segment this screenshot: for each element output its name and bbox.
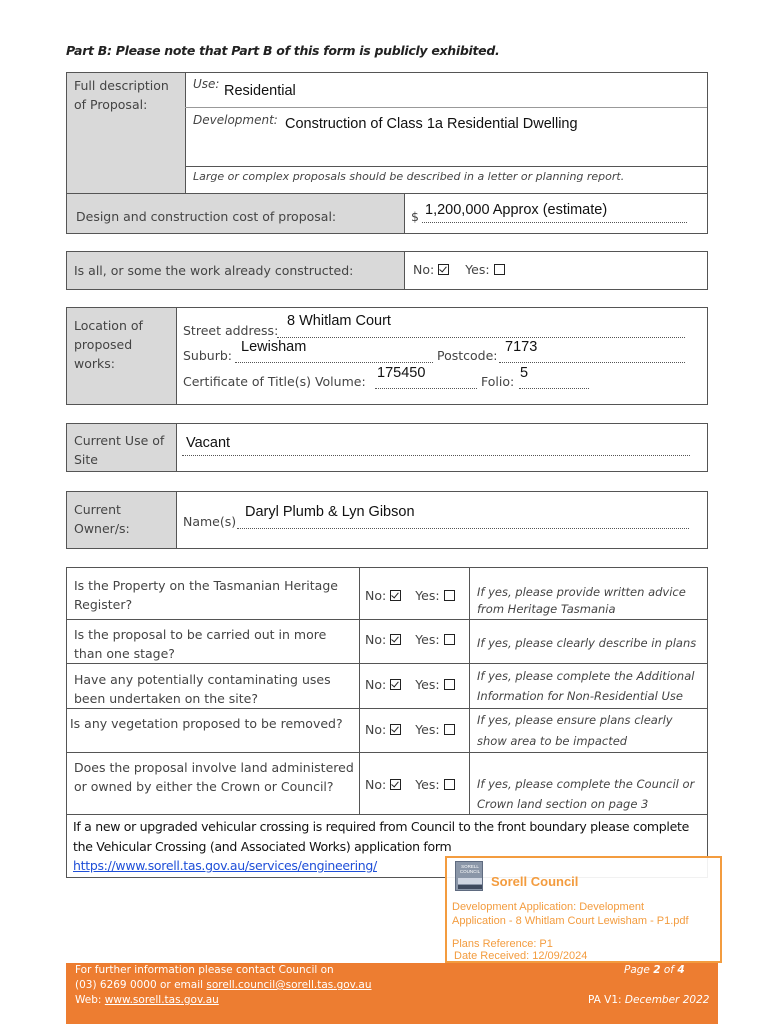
vegetation-yes-label: Yes: bbox=[415, 722, 440, 737]
footer-email-link[interactable]: sorell.council@sorell.tas.gov.au bbox=[206, 979, 372, 991]
stamp-line1: Development Application: Development bbox=[452, 901, 645, 913]
heritage-no-label: No: bbox=[365, 588, 387, 603]
vegetation-no-checkbox[interactable] bbox=[390, 724, 401, 735]
cost-value[interactable]: 1,200,000 Approx (estimate) bbox=[425, 202, 608, 218]
stage-no-label: No: bbox=[365, 632, 387, 647]
stage-no-checkbox[interactable] bbox=[390, 634, 401, 645]
constructed-label: Is all, or some the work already constructed: bbox=[74, 263, 354, 278]
footer-version-date: December 2022 bbox=[624, 994, 710, 1006]
question-contamination: Have any potentially contaminating uses been undertaken on the site? bbox=[74, 672, 331, 706]
title-value[interactable]: 175450 bbox=[377, 365, 426, 381]
footer-web-label: Web: bbox=[75, 994, 105, 1006]
heritage-no-checkbox[interactable] bbox=[390, 590, 401, 601]
question-crown-land: Does the proposal involve land administered or owned by either the Crown or Council? bbox=[74, 760, 354, 794]
postcode-value[interactable]: 7173 bbox=[505, 339, 538, 355]
crossing-link[interactable]: https://www.sorell.tas.gov.au/services/engineering/ bbox=[73, 858, 377, 873]
question-vegetation: Is any vegetation proposed to be removed? bbox=[70, 716, 343, 731]
contamination-no-checkbox[interactable] bbox=[390, 679, 401, 690]
owners-label: Current Owner/s: bbox=[74, 502, 130, 536]
street-value[interactable]: 8 Whitlam Court bbox=[287, 313, 391, 329]
crossing-text: If a new or upgraded vehicular crossing is required from Council to the front boundary please complete the Vehicular Crossing (and Associated Works) application form bbox=[73, 819, 689, 854]
council-received-stamp bbox=[445, 856, 722, 963]
crown-no-label: No: bbox=[365, 777, 387, 792]
constructed-no-label: No: bbox=[413, 262, 435, 277]
cost-label: Design and construction cost of proposal: bbox=[76, 209, 337, 224]
cost-currency: $ bbox=[411, 209, 419, 224]
proposal-note: Large or complex proposals should be described in a letter or planning report. bbox=[193, 170, 625, 183]
footer-version-prefix: PA V1: bbox=[588, 994, 625, 1006]
title-label: Certificate of Title(s) Volume: bbox=[183, 374, 366, 389]
stage-yes-checkbox[interactable] bbox=[444, 634, 455, 645]
owners-name-label: Name(s) bbox=[183, 514, 237, 529]
use-value[interactable]: Residential bbox=[224, 83, 296, 99]
footer-phone: (03) 6269 0000 or email bbox=[75, 979, 207, 991]
vegetation-note: If yes, please ensure plans clearly show area to be impacted bbox=[477, 713, 673, 748]
question-heritage: Is the Property on the Tasmanian Heritage Register? bbox=[74, 578, 338, 612]
question-stage: Is the proposal to be carried out in more than one stage? bbox=[74, 627, 327, 661]
suburb-label: Suburb: bbox=[183, 348, 232, 363]
owners-name-value[interactable]: Daryl Plumb & Lyn Gibson bbox=[245, 504, 415, 520]
location-label: Location of proposed works: bbox=[74, 318, 143, 371]
development-value[interactable]: Construction of Class 1a Residential Dwelling bbox=[285, 116, 578, 132]
contamination-yes-checkbox[interactable] bbox=[444, 679, 455, 690]
postcode-label: Postcode: bbox=[437, 348, 498, 363]
page-footer bbox=[66, 963, 718, 1024]
footer-contact-line: For further information please contact Council on bbox=[75, 964, 334, 976]
contamination-yes-label: Yes: bbox=[415, 677, 440, 692]
logo-text: SORELL COUNCIL bbox=[459, 864, 481, 874]
crown-yes-checkbox[interactable] bbox=[444, 779, 455, 790]
footer-page-number: 2 bbox=[653, 964, 661, 976]
suburb-value[interactable]: Lewisham bbox=[241, 339, 307, 355]
footer-web-link[interactable]: www.sorell.tas.gov.au bbox=[104, 994, 219, 1006]
street-label: Street address: bbox=[183, 323, 279, 338]
vegetation-yes-checkbox[interactable] bbox=[444, 724, 455, 735]
stage-note: If yes, please clearly describe in plans bbox=[477, 636, 697, 650]
stage-yes-label: Yes: bbox=[415, 632, 440, 647]
footer-page-prefix: Page bbox=[624, 964, 654, 976]
crown-no-checkbox[interactable] bbox=[390, 779, 401, 790]
constructed-yes-checkbox[interactable] bbox=[494, 264, 505, 275]
vegetation-no-label: No: bbox=[365, 722, 387, 737]
heritage-note: If yes, please provide written advice from Heritage Tasmania bbox=[477, 585, 686, 616]
current-use-value[interactable]: Vacant bbox=[186, 435, 231, 451]
crown-note: If yes, please complete the Council or Crown land section on page 3 bbox=[477, 777, 695, 811]
questions-table bbox=[66, 567, 708, 878]
constructed-yes-label: Yes: bbox=[465, 262, 490, 277]
heritage-yes-checkbox[interactable] bbox=[444, 590, 455, 601]
part-b-heading: Part B: Please note that Part B of this form is publicly exhibited. bbox=[66, 43, 500, 58]
proposal-section bbox=[66, 72, 708, 194]
heritage-yes-label: Yes: bbox=[415, 588, 440, 603]
stamp-plans-reference: Plans Reference: P1 bbox=[452, 938, 553, 950]
sorell-council-logo bbox=[455, 861, 483, 891]
owners-section bbox=[66, 491, 708, 549]
stamp-council-name: Sorell Council bbox=[491, 874, 579, 889]
stamp-date-received: Date Received: 12/09/2024 bbox=[454, 950, 588, 962]
location-section bbox=[66, 307, 708, 405]
proposal-label: Full description of Proposal: bbox=[74, 78, 169, 112]
current-use-section bbox=[66, 423, 708, 472]
footer-page-of: of bbox=[660, 964, 678, 976]
folio-label: Folio: bbox=[481, 374, 515, 389]
contamination-note: If yes, please complete the Additional Information for Non-Residential Use bbox=[477, 669, 695, 703]
folio-value[interactable]: 5 bbox=[520, 365, 529, 381]
development-label: Development: bbox=[193, 113, 278, 127]
constructed-no-checkbox[interactable] bbox=[438, 264, 449, 275]
use-label: Use: bbox=[193, 77, 220, 91]
cost-section bbox=[66, 193, 708, 234]
stamp-line2: Application - 8 Whitlam Court Lewisham - P1.pdf bbox=[452, 915, 689, 927]
crown-yes-label: Yes: bbox=[415, 777, 440, 792]
footer-page-total: 4 bbox=[677, 964, 685, 976]
contamination-no-label: No: bbox=[365, 677, 387, 692]
constructed-section bbox=[66, 251, 708, 290]
current-use-label: Current Use of Site bbox=[74, 433, 165, 467]
